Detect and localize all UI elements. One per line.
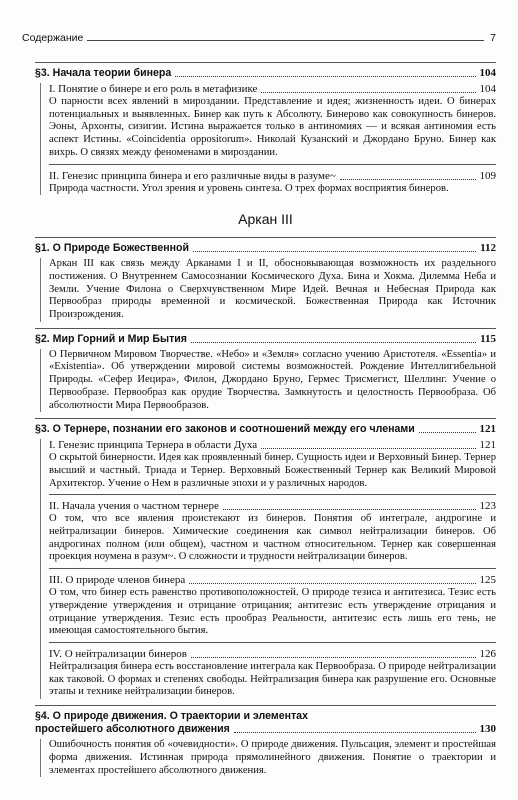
subsection-title: III. О природе членов бинера	[49, 574, 186, 587]
subsection-title: II. Генезис принципа бинера и его различные виды в разуме~	[49, 169, 336, 182]
toc-section-heading[interactable]	[35, 710, 496, 736]
toc-section	[35, 328, 496, 413]
section-title: §3. Начала теории бинера	[35, 67, 172, 79]
section-page: 112	[480, 242, 496, 255]
section-title: §3. О Тернере, познании его законов и соотношений между его членами	[35, 423, 415, 436]
subsection-title: II. Начала учения о частном тернере	[49, 500, 219, 513]
running-head-rule	[87, 40, 484, 41]
section-title: §1. О Природе Божественной	[35, 242, 190, 255]
dot-leader	[261, 92, 475, 93]
subsection-group	[40, 83, 496, 195]
toc-section	[35, 237, 496, 322]
dot-leader	[191, 342, 476, 343]
divider	[35, 62, 496, 63]
toc-subsection-heading[interactable]	[49, 574, 496, 587]
divider	[49, 568, 496, 569]
toc-subsection-heading[interactable]	[49, 170, 496, 183]
arcana-heading: Аркан III	[238, 211, 293, 228]
subsection-title: IV. О нейтрализации бинеров	[49, 647, 187, 660]
subsection-description: Нейтрализация бинера есть восстановление интеграла как Первообраза. О природе нейтрализации как таковой. О формах и степенях свободы. Нейтрализация бинера как разрушение его. Основные этапы и технике нейтрализации бинеров.	[49, 660, 496, 698]
subsection-description: Природа частности. Угол зрения и уровень синтеза. О трех формах восприятия бинеров.	[49, 182, 449, 194]
subsection-description: О парности всех явлений в мироздании. Представление и идея; жизненность идеи. О бинерах потенциальных и выявленных. Бинер как путь к Абсолюту. Бинерово как совокупность бинеров. Эоны, Архонты, сизигии. Истина выражается только в антиномиях — и всякая антиномия есть аспект Истины. «Coincidentia oppositorum». Николай Кузанский и Джордано Бруно. Бинер как вихрь. О связях между феноменами в мироздании.	[49, 96, 496, 158]
dot-leader	[193, 251, 476, 252]
subsection-group	[40, 439, 496, 699]
section-page: 115	[480, 332, 496, 345]
dot-leader	[191, 657, 476, 658]
divider	[49, 164, 496, 165]
toc-section-heading[interactable]	[35, 242, 496, 255]
subsection-page: 104	[479, 83, 496, 95]
toc-section	[35, 418, 496, 699]
toc-section	[35, 62, 496, 195]
section-body	[40, 739, 496, 777]
dot-leader	[175, 76, 475, 77]
subsection-description: О том, что все явления проистекают из бинеров. Понятия об интеграле, андрогине и нейтрализации бинеров. Химические соединения как символ нейтрализации бинеров. Об андрогинах полном (или общем), частном и частном относительном. Тернер как совершенная проекция ноумена в разум~. О сложности и трудности нейтрализации бинеров.	[49, 513, 496, 563]
toc-subsection-heading[interactable]	[49, 500, 496, 513]
subsection-description: О скрытой бинерности. Идея как проявленный бинер. Сущность идеи и Верховный Бинер. Тернер высший и частный. Триада и Тернер. Верховный Божественный Тернер как Великий Мировой Архитектор. Учение о Нем в различные эпохи и у различных народов.	[49, 452, 496, 489]
running-head	[22, 30, 496, 44]
toc-section-heading[interactable]	[35, 333, 496, 346]
divider	[35, 328, 496, 329]
section-description: Ошибочность понятия об «очевидности». О природе движения. Пульсация, элемент и простейшая форма движения. Истинная природа прямолинейного движения. Понятие о траектории и элементах простейшего абсолютного движения.	[49, 739, 496, 776]
subsection-page: 125	[479, 574, 496, 587]
subsection-page: 109	[479, 169, 496, 182]
dot-leader	[223, 509, 476, 510]
subsection-title: I. Понятие о бинере и его роль в метафизике	[49, 83, 258, 95]
subsection-page: 126	[479, 647, 496, 660]
dot-leader	[234, 732, 476, 733]
divider	[35, 705, 496, 706]
toc-section	[35, 705, 496, 777]
dot-leader	[419, 432, 476, 433]
section-title-line	[35, 710, 496, 723]
section-title-line	[35, 723, 496, 736]
dot-leader	[261, 448, 475, 449]
section-body	[40, 349, 496, 413]
toc-content	[35, 62, 496, 783]
divider	[49, 642, 496, 643]
divider	[35, 237, 496, 238]
dot-leader	[340, 179, 476, 180]
section-page: 121	[479, 423, 496, 436]
section-page: 104	[479, 67, 496, 79]
page-number: 7	[490, 32, 496, 44]
toc-section-heading[interactable]	[35, 423, 496, 436]
toc-section-heading[interactable]	[35, 67, 496, 80]
section-title: §4. О природе движения. О траектории и элементах	[35, 710, 308, 723]
divider	[49, 494, 496, 495]
subsection-description: О том, что бинер есть равенство противоположностей. О природе тезиса и антитезиса. Тезис есть утверждение утверждения и отрицание отрицания; антитезис есть утверждение отрицания и отрицание утверждения. Тезис есть прообраз Реальности, антитезис есть лишь его тень, не имеющая самостоятельного бытия.	[49, 587, 496, 637]
subsection-title: I. Генезис принципа Тернера в области Духа	[49, 439, 258, 452]
toc-subsection-heading[interactable]	[49, 648, 496, 661]
dot-leader	[189, 583, 475, 584]
subsection-page: 123	[479, 500, 496, 513]
section-title: §2. Мир Горний и Мир Бытия	[35, 332, 187, 345]
section-description: О Первичном Мировом Творчестве. «Небо» и «Земля» согласно учению Аристотеля. «Essentia» и «Existentia». Об утверждении мировой системы возможностей. Рождение Интеллигибельной Природы. «Сефер Иецира», Филон, Джордано Бруно, Гермес Трисмегист, Шеллинг. Учение о Первообразе. Первообраз как орудие Творчества. Замкнутость и целостность Первообраза. Об абсолютности Мира Первообразов.	[49, 348, 496, 411]
running-head-title: Содержание	[22, 32, 84, 44]
toc-subsection-heading[interactable]	[49, 439, 496, 452]
toc-subsection-heading[interactable]	[49, 83, 496, 96]
section-title-continued: простейшего абсолютного движения	[35, 723, 230, 736]
section-description: Аркан III как связь между Арканами I и II, обосновывающая возможность их раздельного постижения. О Внутреннем Самосознании Космического Духа. Бина и Хокма. Дилемма Неба и Земли. Учение Филона о Сверхчувственном Мире Идей. Вечная и Небесная Природа как Первообраз природы временной и космической. Божественная Природа как Источник Произрождения.	[49, 258, 496, 321]
section-page: 130	[479, 723, 496, 736]
section-body	[40, 258, 496, 322]
subsection-page: 121	[479, 439, 496, 452]
divider	[35, 418, 496, 419]
